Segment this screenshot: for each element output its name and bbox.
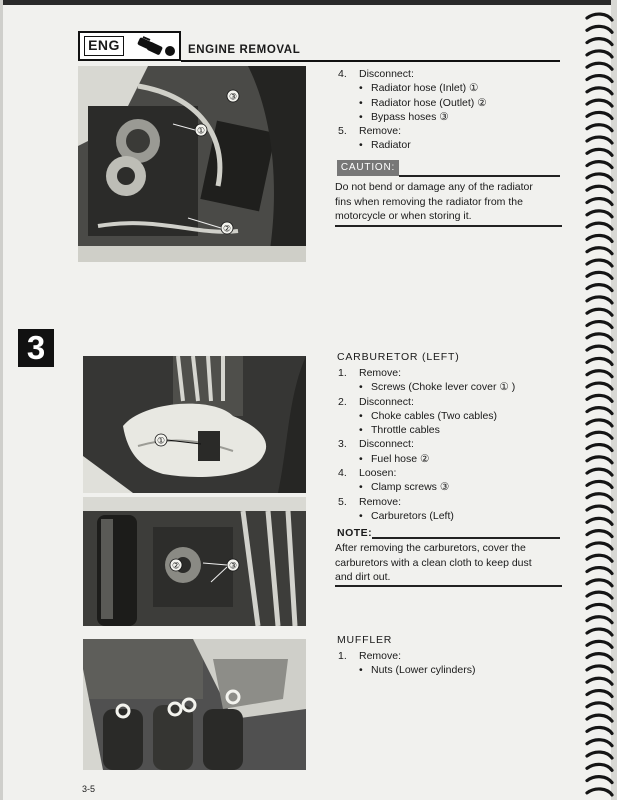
page-title: ENGINE REMOVAL — [188, 44, 301, 56]
binding-coil — [587, 531, 612, 537]
page-number: 3-5 — [82, 784, 96, 794]
engine-icon — [136, 35, 178, 59]
step-number: 5. — [338, 125, 347, 138]
binding-coil — [587, 223, 612, 229]
step-number: 4. — [338, 68, 347, 80]
binding-coil — [587, 666, 612, 672]
note-top-rule — [372, 537, 560, 539]
binding-coil — [587, 322, 612, 328]
section-header — [78, 31, 560, 63]
step-number: 3. — [338, 438, 347, 451]
caution-text: Do not bend or damage any of the radiator fins when removing the radiator from the motorcycle or when storing it. — [335, 181, 533, 222]
note-label: NOTE: — [337, 527, 373, 539]
binding-coil — [587, 100, 612, 106]
photo1-callout-2: ② — [222, 224, 232, 235]
binding-coil — [587, 469, 612, 475]
binding-coil — [587, 592, 612, 598]
binding-coil — [587, 235, 612, 241]
binding-coil — [587, 740, 612, 746]
binding-coil — [587, 162, 612, 168]
binding-coil — [587, 112, 612, 118]
binding-coil — [587, 39, 612, 45]
caution-bottom-rule — [335, 225, 562, 227]
binding-coil — [587, 457, 612, 463]
carburetor-photo — [83, 356, 306, 493]
binding-coil — [587, 629, 612, 635]
caution-top-rule — [399, 175, 560, 177]
binding-coil — [587, 309, 612, 315]
chapter-badge — [78, 31, 181, 61]
page-left-edge — [0, 0, 3, 800]
binding-coil — [587, 346, 612, 352]
binding-coil — [587, 703, 612, 709]
binding-coil — [587, 285, 612, 291]
binding-coil — [587, 125, 612, 131]
binding-coil — [587, 764, 612, 770]
step-number: 1. — [338, 650, 347, 662]
binding-coil — [587, 580, 612, 586]
muffler-photo — [83, 639, 306, 770]
photo1-callout-3: ③ — [228, 92, 238, 103]
carburetor-clamp-photo — [83, 497, 306, 626]
binding-coil — [587, 518, 612, 524]
binding-coil — [587, 248, 612, 254]
eng-badge-label: ENG — [84, 36, 124, 56]
binding-coil — [587, 14, 612, 20]
binding-coil — [587, 149, 612, 155]
step-label: Remove: — [359, 495, 402, 508]
step-label: Disconnect: — [359, 68, 414, 80]
binding-coil — [587, 506, 612, 512]
step-label: Remove: — [359, 367, 402, 379]
radiator-photo — [78, 66, 306, 262]
binding-coil — [587, 678, 612, 684]
note-bottom-rule — [335, 585, 562, 587]
step-number: 2. — [338, 395, 347, 408]
photo3-callout-3: ③ — [228, 561, 238, 572]
binding-coil — [587, 199, 612, 205]
step-number: 5. — [338, 495, 347, 508]
binding-coil — [587, 334, 612, 340]
muffler-steps: 1. Remove: Nuts (Lower cylinders) — [338, 650, 476, 677]
binding-coil — [587, 420, 612, 426]
spiral-binding — [581, 0, 617, 800]
binding-coil — [587, 211, 612, 217]
binding-coil — [587, 752, 612, 758]
binding-coil — [587, 137, 612, 143]
binding-coil — [587, 383, 612, 389]
binding-coil — [587, 272, 612, 278]
binding-coil — [587, 727, 612, 733]
binding-coil — [587, 715, 612, 721]
binding-coil — [587, 777, 612, 783]
binding-coil — [587, 358, 612, 364]
binding-coil — [587, 432, 612, 438]
binding-coil — [587, 691, 612, 697]
binding-coil — [587, 408, 612, 414]
step-number: 1. — [338, 367, 347, 379]
binding-coil — [587, 789, 612, 795]
binding-coil — [587, 186, 612, 192]
binding-coil — [587, 88, 612, 94]
binding-coil — [587, 260, 612, 266]
carburetor-heading: CARBURETOR (LEFT) — [337, 351, 460, 363]
page-top-edge — [0, 0, 617, 5]
muffler-heading: MUFFLER — [337, 634, 393, 646]
step-label: Remove: — [359, 650, 402, 662]
binding-coil — [587, 641, 612, 647]
note-text: After removing the carburetors, cover the carburetors with a clean cloth to keep dust and dirt out. — [335, 542, 532, 583]
chapter-tab: 3 — [18, 329, 54, 367]
step-label: Remove: — [359, 125, 402, 138]
step-label: Disconnect: — [359, 438, 414, 451]
binding-coil — [587, 604, 612, 610]
binding-coil — [587, 617, 612, 623]
photo2-callout-1: ① — [156, 436, 166, 447]
step-label: Disconnect: — [359, 395, 414, 408]
binding-coil — [587, 494, 612, 500]
caution-label: CAUTION: — [337, 160, 399, 176]
photo1-callout-1: ① — [196, 126, 206, 137]
binding-coil — [587, 76, 612, 82]
binding-coil — [587, 568, 612, 574]
binding-coil — [587, 395, 612, 401]
binding-coil — [587, 63, 612, 69]
binding-coil — [587, 26, 612, 32]
binding-coil — [587, 51, 612, 57]
binding-coil — [587, 481, 612, 487]
step-number: 4. — [338, 467, 347, 480]
step-label: Loosen: — [359, 467, 397, 480]
binding-coil — [587, 555, 612, 561]
binding-coil — [587, 654, 612, 660]
carburetor-steps: 1. Remove: Screws (Choke lever cover ① ) 2. Disconnect: Choke cables (Two cables) Throttle cables 3. Disconnect: Fuel hose ② 4. Loosen: Clamp screws ③ 5. Remove: Carburetors (Left) — [338, 367, 516, 522]
photo3-callout-2: ② — [171, 561, 181, 572]
radiator-steps: 4. Disconnect: Radiator hose (Inlet) ① Radiator hose (Outlet) ② Bypass hoses ③ 5. Remove: Radiator — [338, 68, 487, 152]
binding-coil — [587, 174, 612, 180]
header-rule — [181, 60, 560, 62]
binding-coil — [587, 371, 612, 377]
binding-coil — [587, 543, 612, 549]
binding-coil — [587, 297, 612, 303]
binding-coil — [587, 445, 612, 451]
